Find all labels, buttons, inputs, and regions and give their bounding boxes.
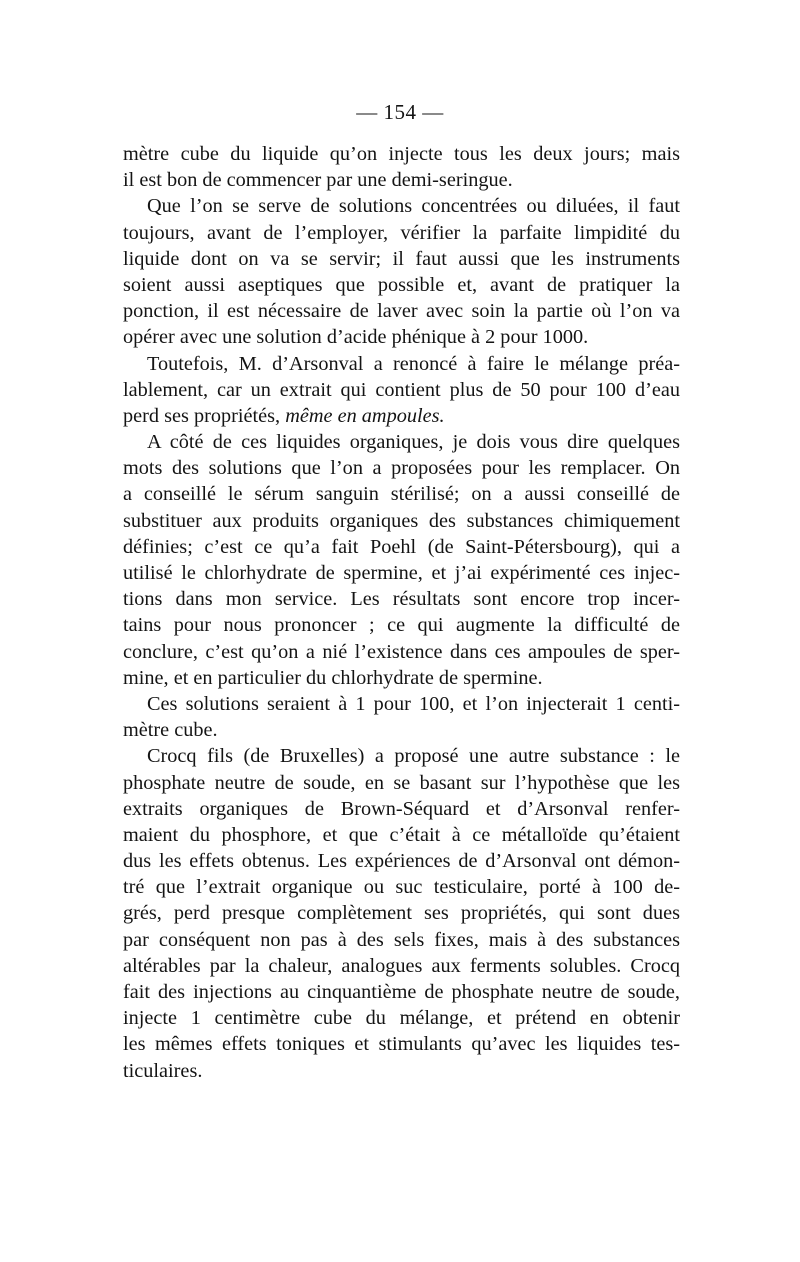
text-line: conclure, c’est qu’on a nié l’existence dans ces ampoules de sper- bbox=[123, 640, 680, 663]
page-number: — 154 — bbox=[356, 100, 444, 124]
text-line: définies; c’est ce qu’a fait Poehl (de Saint-Pétersbourg), qui a bbox=[123, 535, 680, 558]
text-line: tré que l’extrait organique ou suc testiculaire, porté à 100 de- bbox=[123, 876, 680, 899]
italic-phrase: même en ampoules. bbox=[285, 404, 445, 427]
text-line: extraits organiques de Brown-Séquard et d’Arsonval renfer- bbox=[123, 797, 680, 820]
text-line bbox=[123, 403, 680, 429]
text-line: altérables par la chaleur, analogues aux ferments solubles. Crocq bbox=[123, 954, 680, 977]
text-line: Ces solutions seraient à 1 pour 100, et l’on injecterait 1 centi- bbox=[147, 692, 680, 715]
text-line-start: perd ses propriétés, bbox=[123, 404, 286, 427]
text-line: A côté de ces liquides organiques, je dois vous dire quelques bbox=[147, 431, 680, 454]
text-line: mètre cube. bbox=[123, 719, 218, 742]
body-text bbox=[123, 141, 680, 1084]
text-line: mètre cube du liquide qu’on injecte tous les deux jours; mais bbox=[123, 143, 680, 165]
text-line: substituer aux produits organiques des substances chimiquement bbox=[123, 509, 680, 532]
text-line: utilisé le chlorhydrate de spermine, et j’ai expérimenté ces injec- bbox=[123, 562, 680, 584]
text-line: tions dans mon service. Les résultats sont encore trop incer- bbox=[123, 588, 680, 611]
text-line: Crocq fils (de Bruxelles) a proposé une autre substance : le bbox=[147, 745, 680, 768]
text-line: fait des injections au cinquantième de phosphate neutre de soude, bbox=[123, 981, 680, 1003]
text-line: maient du phosphore, et que c’était à ce métalloïde qu’étaient bbox=[123, 823, 680, 846]
text-line: injecte 1 centimètre cube du mélange, et prétend en obtenir bbox=[123, 1007, 680, 1030]
text-line: a conseillé le sérum sanguin stérilisé; on a aussi conseillé de bbox=[123, 483, 680, 506]
text-line: Que l’on se serve de solutions concentrées ou diluées, il faut bbox=[147, 195, 680, 218]
text-line: soient aussi aseptiques que possible et, avant de pratiquer la bbox=[123, 273, 680, 296]
text-line: dus les effets obtenus. Les expériences de d’Arsonval ont démon- bbox=[123, 850, 680, 873]
text-line: il est bon de commencer par une demi-seringue. bbox=[123, 169, 513, 192]
text-line: ponction, il est nécessaire de laver avec soin la partie où l’on va bbox=[123, 300, 680, 323]
text-line: toujours, avant de l’employer, vérifier la parfaite limpidité du bbox=[123, 221, 680, 244]
text-line: opérer avec une solution d’acide phénique à 2 pour 1000. bbox=[123, 326, 589, 349]
text-line: phosphate neutre de soude, en se basant sur l’hypothèse que les bbox=[123, 771, 680, 794]
text-line: Toutefois, M. d’Arsonval a renoncé à faire le mélange préa- bbox=[147, 352, 680, 375]
text-line: lablement, car un extrait qui contient plus de 50 pour 100 d’eau bbox=[123, 378, 680, 401]
text-line: ticulaires. bbox=[123, 1059, 203, 1082]
text-line: liquide dont on va se servir; il faut aussi que les instruments bbox=[123, 247, 680, 270]
text-line: par conséquent non pas à des sels fixes, mais à des substances bbox=[123, 928, 680, 951]
text-line: mots des solutions que l’on a proposées pour les remplacer. On bbox=[123, 457, 680, 480]
text-line: grés, perd presque complètement ses propriétés, qui sont dues bbox=[123, 902, 680, 925]
text-line: mine, et en particulier du chlorhydrate de spermine. bbox=[123, 666, 543, 689]
text-line: les mêmes effets toniques et stimulants qu’avec les liquides tes- bbox=[123, 1033, 680, 1056]
text-line: tains pour nous prononcer ; ce qui augmente la difficulté de bbox=[123, 614, 680, 637]
